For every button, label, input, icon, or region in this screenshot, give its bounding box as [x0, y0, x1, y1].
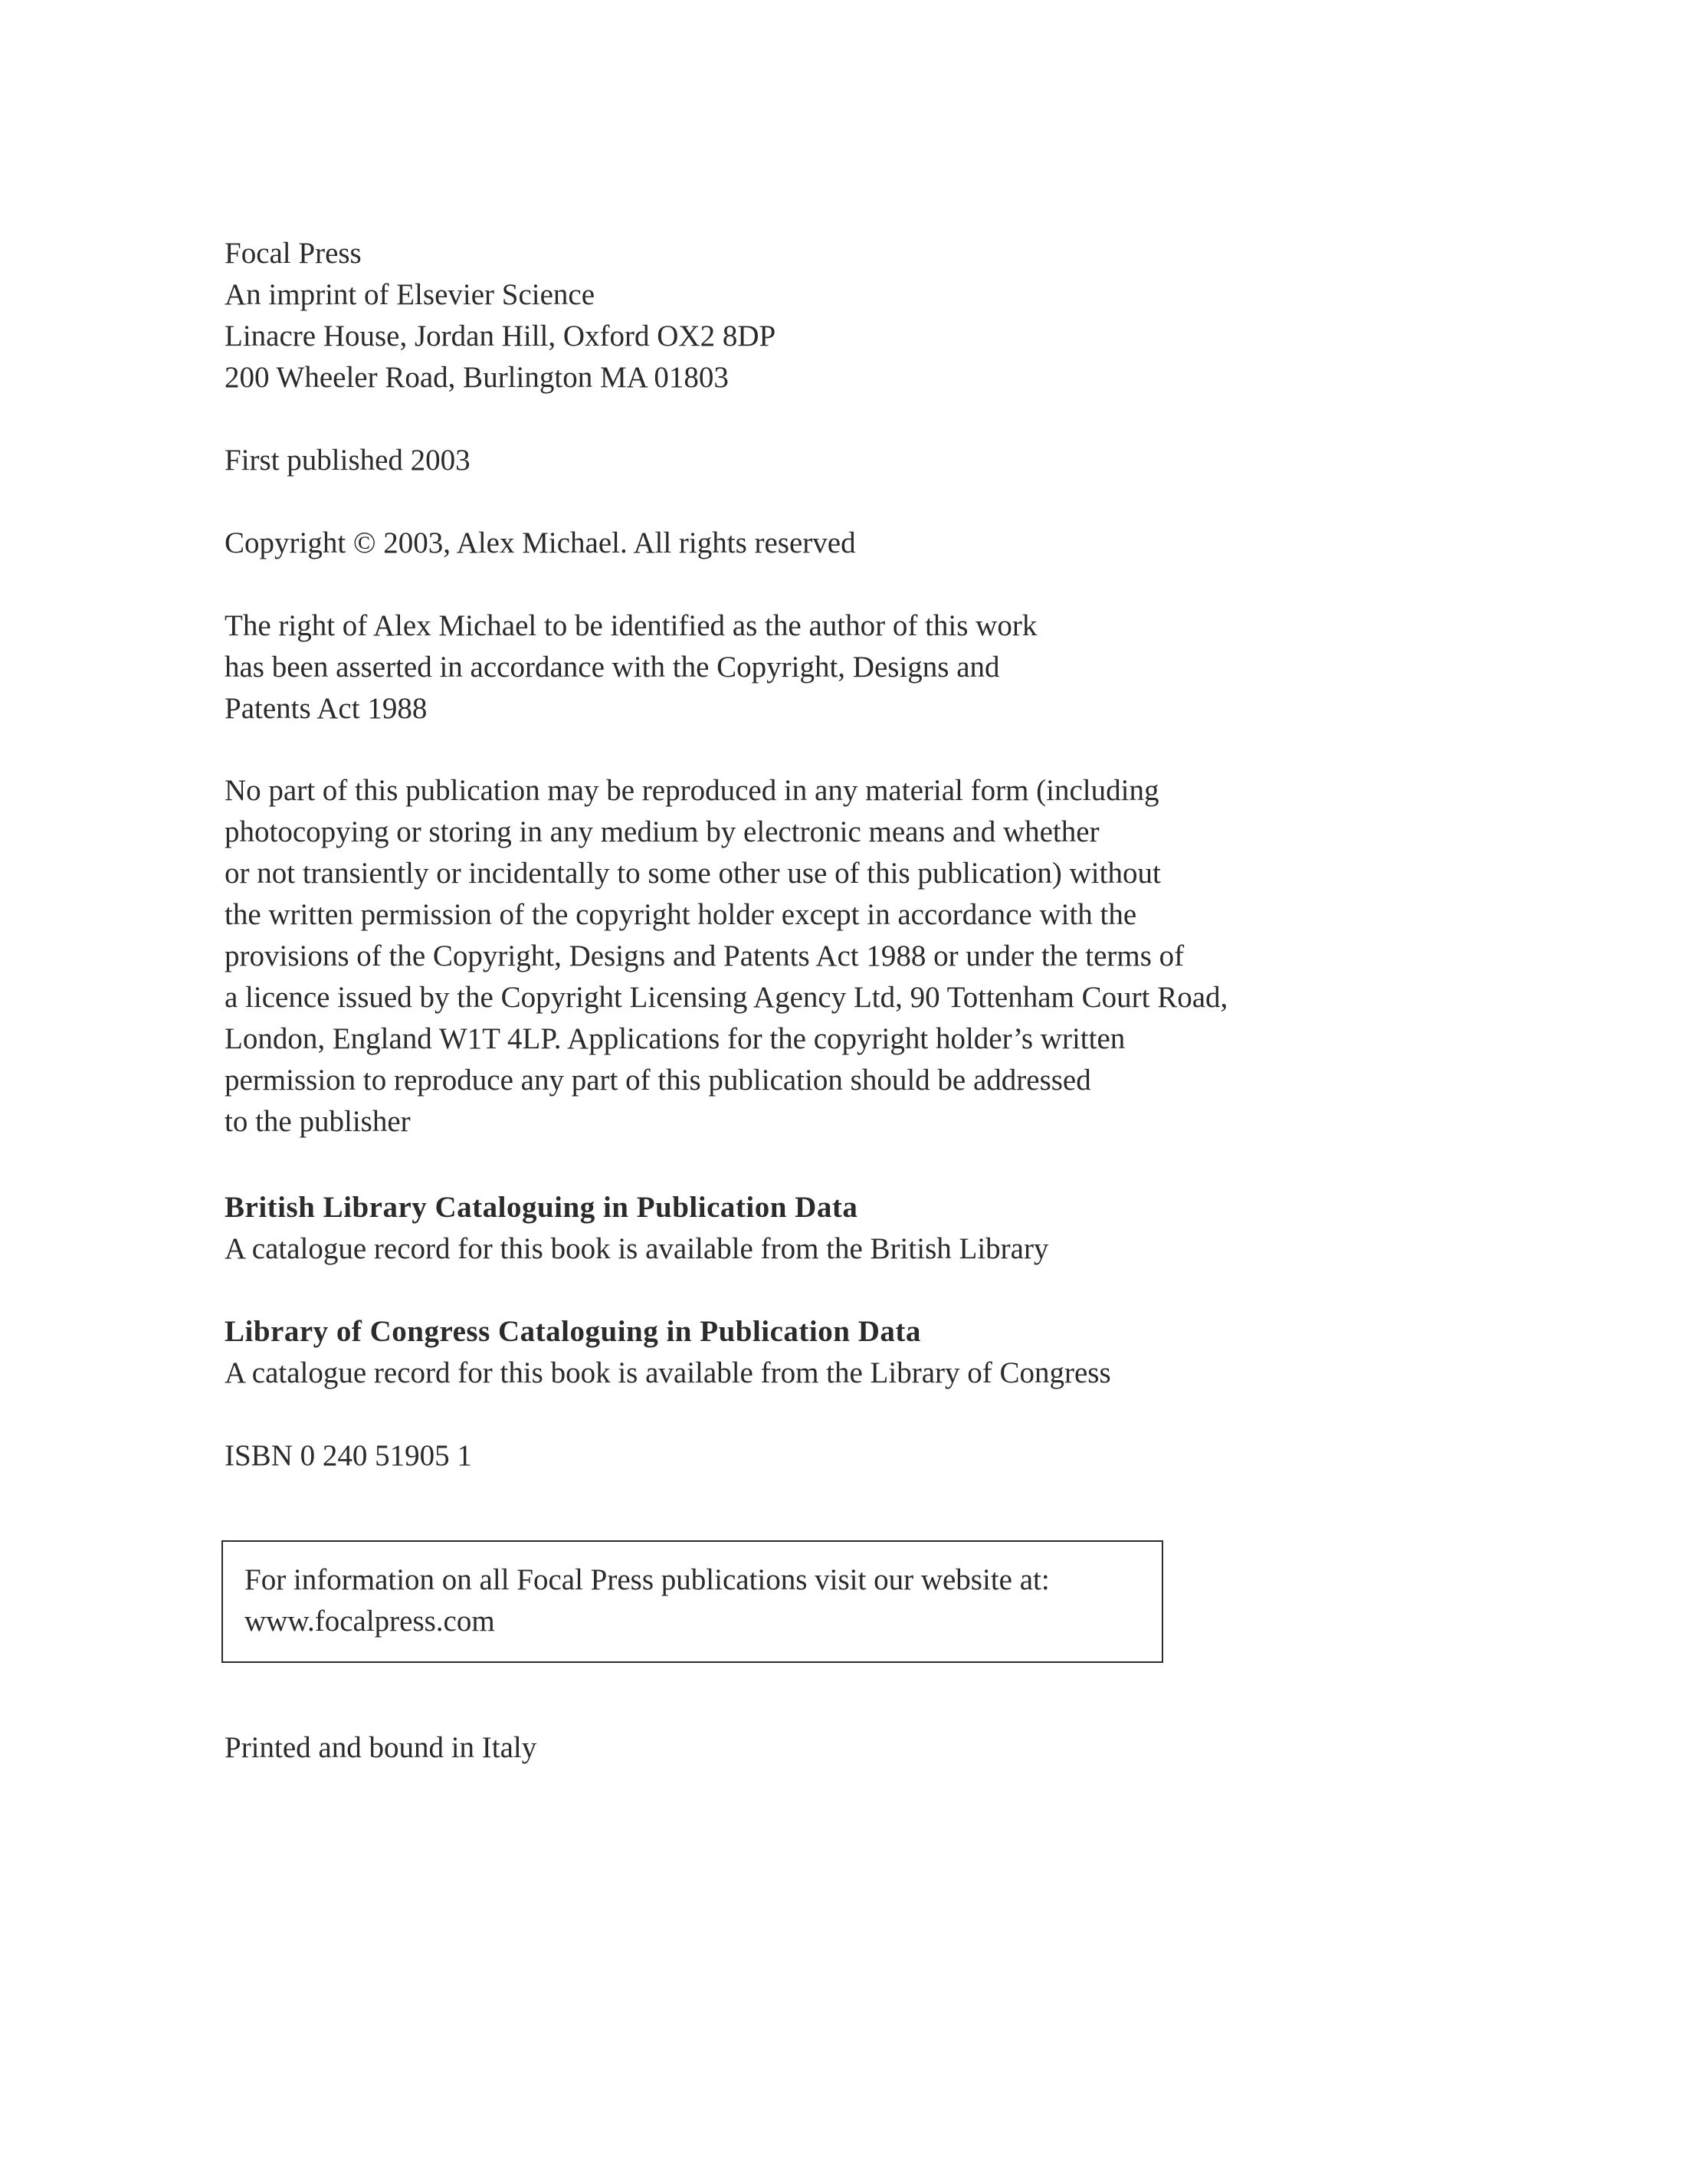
reproduction-line: the written permission of the copyright holder except in accordance with the	[225, 898, 1137, 931]
moral-rights-line: has been asserted in accordance with the Copyright, Designs and	[225, 651, 1000, 684]
british-library-cip	[225, 1187, 1048, 1270]
website-url[interactable]: www.focalpress.com	[244, 1605, 495, 1638]
isbn	[225, 1435, 472, 1477]
first-published	[225, 440, 471, 481]
british-library-text: A catalogue record for this book is available from the British Library	[225, 1232, 1049, 1265]
publisher-name: Focal Press	[225, 237, 362, 270]
library-of-congress-text: A catalogue record for this book is available from the Library of Congress	[225, 1356, 1111, 1389]
copyright-notice	[225, 523, 856, 564]
first-published-text: First published 2003	[225, 444, 471, 477]
copyright-text: Copyright © 2003, Alex Michael. All rights reserved	[225, 526, 856, 559]
moral-rights-line: Patents Act 1988	[225, 692, 428, 725]
website-info-text: For information on all Focal Press publications visit our website at:	[244, 1563, 1050, 1596]
isbn-text: ISBN 0 240 51905 1	[225, 1439, 472, 1472]
publisher-imprint: An imprint of Elsevier Science	[225, 278, 595, 311]
reproduction-line: or not transiently or incidentally to some other use of this publication) without	[225, 857, 1161, 890]
printed-notice	[225, 1727, 536, 1769]
publisher-address-uk: Linacre House, Jordan Hill, Oxford OX2 8DP	[225, 320, 776, 353]
british-library-heading: British Library Cataloguing in Publication Data	[225, 1191, 858, 1224]
publisher-address	[225, 233, 776, 398]
library-of-congress-cip	[225, 1311, 1111, 1394]
reproduction-line: a licence issued by the Copyright Licensing Agency Ltd, 90 Tottenham Court Road,	[225, 981, 1228, 1014]
moral-rights-line: The right of Alex Michael to be identified as the author of this work	[225, 609, 1038, 642]
moral-rights-notice	[225, 605, 1037, 730]
publisher-address-us: 200 Wheeler Road, Burlington MA 01803	[225, 361, 729, 394]
reproduction-line: London, England W1T 4LP. Applications for the copyright holder’s written	[225, 1022, 1126, 1055]
library-of-congress-heading: Library of Congress Cataloguing in Publication Data	[225, 1315, 921, 1348]
reproduction-notice	[225, 770, 1228, 1143]
reproduction-line: to the publisher	[225, 1105, 411, 1138]
website-info-box	[221, 1540, 1163, 1663]
reproduction-line: No part of this publication may be reproduced in any material form (including	[225, 774, 1159, 807]
reproduction-line: photocopying or storing in any medium by electronic means and whether	[225, 815, 1100, 848]
reproduction-line: provisions of the Copyright, Designs and Patents Act 1988 or under the terms of	[225, 940, 1185, 972]
reproduction-line: permission to reproduce any part of this publication should be addressed	[225, 1064, 1091, 1097]
printed-text: Printed and bound in Italy	[225, 1731, 537, 1764]
